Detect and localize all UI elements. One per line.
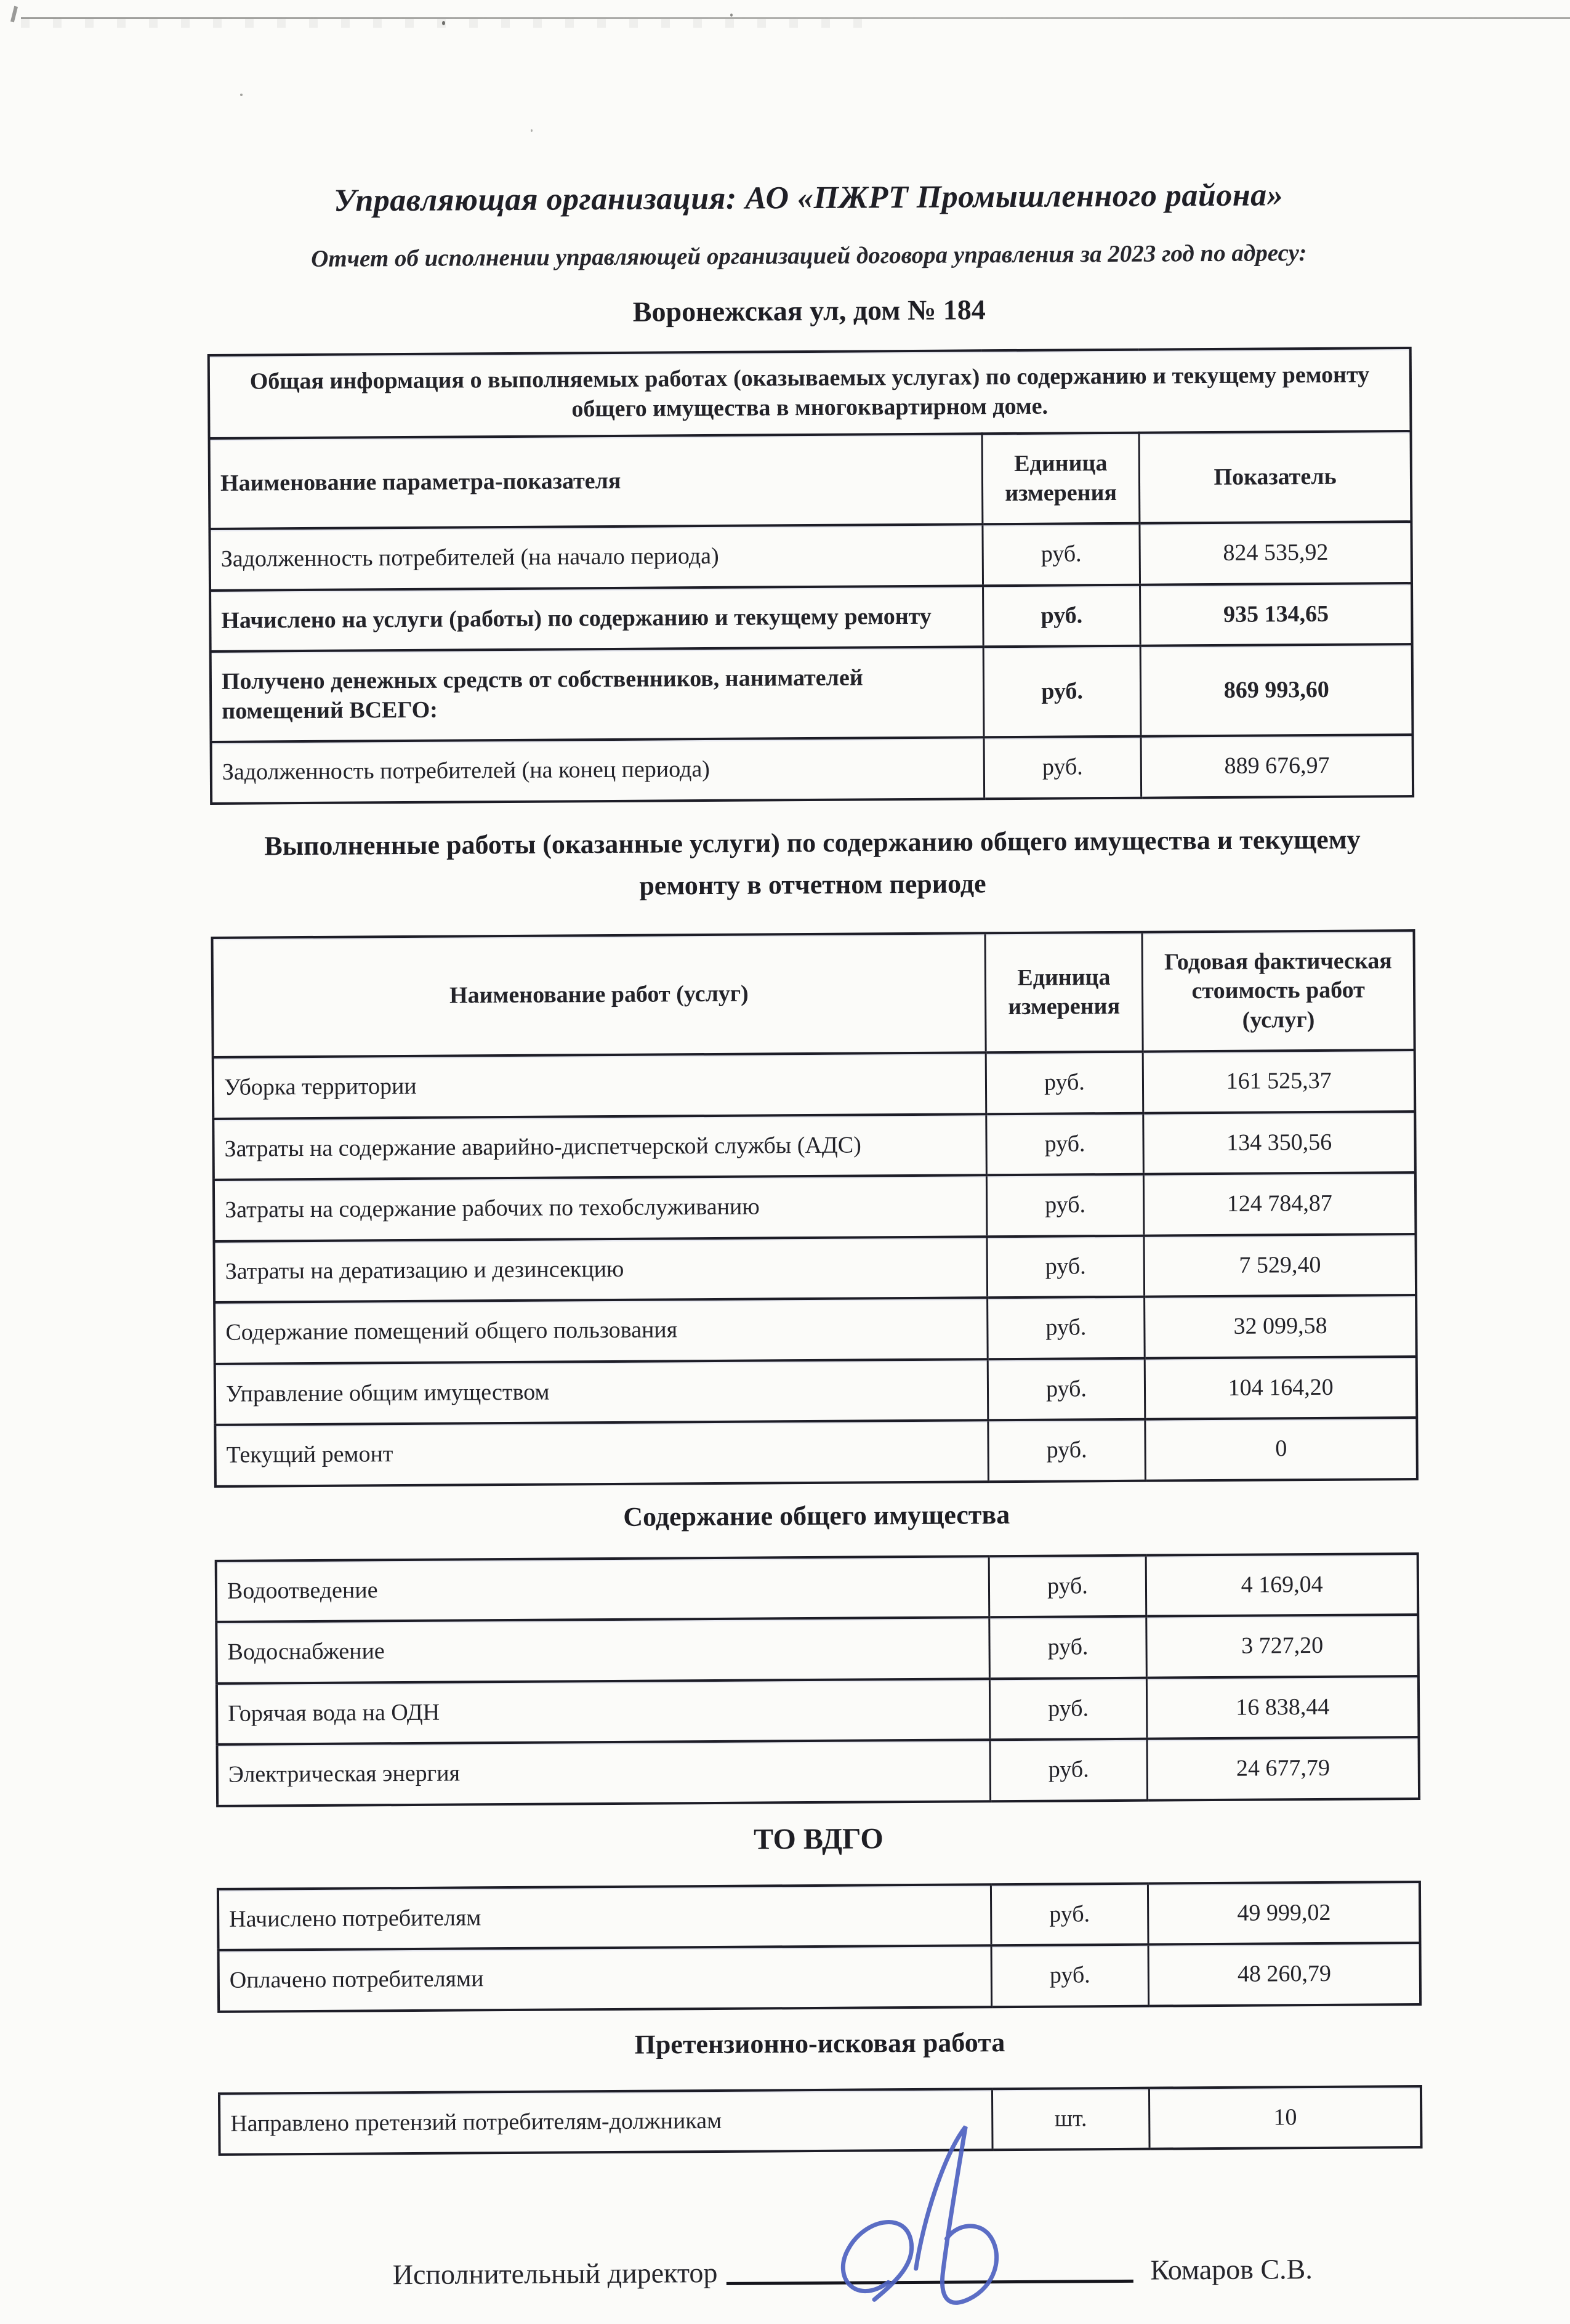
row-unit: руб. [989, 1555, 1146, 1618]
row-value: 0 [1145, 1418, 1417, 1480]
row-unit: руб. [991, 1945, 1149, 2007]
row-name: Водоотведение [216, 1556, 989, 1622]
column-header-unit: Единица измерения [985, 932, 1143, 1053]
row-value: 889 676,97 [1141, 735, 1413, 797]
signature-block [393, 2253, 1313, 2291]
column-header-unit: Единица измерения [982, 433, 1140, 525]
row-unit: руб. [983, 523, 1140, 586]
row-value: 24 677,79 [1147, 1737, 1419, 1800]
row-unit: руб. [990, 1739, 1148, 1801]
table-header-row [212, 930, 1415, 1057]
table-row [217, 1676, 1419, 1745]
row-unit: руб. [986, 1113, 1143, 1176]
table-row [215, 1357, 1417, 1425]
row-unit: руб. [984, 736, 1141, 799]
vdgo-table [217, 1881, 1422, 2013]
table-header-row [209, 431, 1412, 529]
row-name: Затраты на содержание рабочих по техобслуживанию [214, 1176, 987, 1241]
row-name: Затраты на дератизацию и дезинсекцию [214, 1237, 988, 1302]
column-header-parameter: Наименование параметра-показателя [209, 434, 983, 529]
row-value: 161 525,37 [1143, 1050, 1415, 1113]
table-row [216, 1554, 1419, 1622]
row-unit: руб. [989, 1616, 1146, 1679]
table-row [216, 1615, 1419, 1683]
row-value: 10 [1149, 2086, 1422, 2149]
row-value: 7 529,40 [1144, 1234, 1416, 1297]
row-name: Начислено на услуги (работы) по содержанию и текущему ремонту [210, 586, 983, 652]
row-unit: руб. [986, 1052, 1143, 1114]
section-title-vdgo: ТО ВДГО [753, 1822, 884, 1856]
row-value: 124 784,87 [1144, 1172, 1416, 1235]
general-info-table [207, 347, 1414, 804]
table-row [209, 522, 1412, 590]
row-name: Содержание помещений общего пользования [214, 1298, 988, 1364]
address-line: Воронежская ул, дом № 184 [632, 294, 986, 328]
row-name: Управление общим имуществом [215, 1359, 988, 1425]
row-name: Оплачено потребителями [219, 1946, 992, 2012]
scan-artifact-shadow [21, 19, 883, 28]
row-name: Горячая вода на ОДН [217, 1679, 990, 1745]
row-name: Задолженность потребителей (на начало периода) [209, 524, 983, 590]
table-row [214, 1295, 1417, 1363]
row-name: Текущий ремонт [215, 1421, 988, 1487]
row-name: Направлено претензий потребителям-должникам [219, 2089, 992, 2155]
signature-ink [842, 2127, 997, 2304]
page-title: Управляющая организация: АО «ПЖРТ Промышленного района» [333, 177, 1284, 219]
row-value: 3 727,20 [1146, 1615, 1419, 1677]
table-row [213, 1112, 1415, 1180]
row-unit: шт. [992, 2088, 1149, 2150]
table-row [219, 2086, 1422, 2155]
table-row [217, 1737, 1420, 1806]
report-subtitle: Отчет об исполнении управляющей организацией договора управления за 2023 год по адресу: [310, 240, 1307, 272]
section-title-claims: Претензионно-исковая работа [634, 2027, 1005, 2060]
table-row [215, 1418, 1417, 1486]
row-value: 104 164,20 [1145, 1357, 1417, 1419]
row-name: Затраты на содержание аварийно-диспетчерской службы (АДС) [213, 1114, 986, 1180]
row-unit: руб. [983, 584, 1140, 647]
row-unit: руб. [991, 1884, 1148, 1946]
row-value: 4 169,04 [1146, 1554, 1418, 1616]
works-table [211, 929, 1418, 1488]
column-header-work-name: Наименование работ (услуг) [212, 933, 986, 1057]
column-header-indicator: Показатель [1139, 431, 1411, 523]
table-row [214, 1234, 1417, 1302]
row-name: Уборка территории [213, 1053, 986, 1119]
row-value: 869 993,60 [1140, 644, 1412, 736]
section-title-maintenance: Содержание общего имущества [623, 1499, 1010, 1532]
scan-speck [442, 21, 445, 25]
maintenance-table [215, 1552, 1420, 1807]
table-row [218, 1882, 1420, 1950]
report-document [206, 176, 1423, 2292]
signer-name: Комаров С.В. [1150, 2253, 1313, 2286]
column-header-annual-cost: Годовая фактическая стоимость работ (услуг) [1142, 930, 1414, 1052]
general-info-caption: Общая информация о выполняемых работах (оказываемых услугах) по содержанию и текущему ремонту общего имущества в многоквартирном доме. [209, 348, 1411, 438]
table-row [214, 1172, 1416, 1241]
row-name: Начислено потребителям [218, 1884, 991, 1950]
row-value: 824 535,92 [1140, 522, 1412, 584]
row-unit: руб. [986, 1174, 1144, 1237]
table-caption-row [209, 348, 1411, 438]
row-unit: руб. [989, 1678, 1147, 1740]
row-name: Задолженность потребителей (на конец периода) [211, 737, 984, 803]
signature-line [726, 2278, 1133, 2285]
row-value: 49 999,02 [1148, 1882, 1420, 1945]
row-name: Получено денежных средств от собственников, нанимателей помещений ВСЕГО: [211, 647, 984, 742]
row-value: 32 099,58 [1145, 1295, 1417, 1358]
table-row [211, 644, 1413, 742]
row-name: Водоснабжение [216, 1618, 989, 1684]
row-unit: руб. [988, 1419, 1145, 1482]
row-unit: руб. [983, 646, 1141, 738]
row-unit: руб. [987, 1236, 1145, 1298]
table-row [210, 583, 1412, 652]
row-value: 48 260,79 [1148, 1943, 1420, 2006]
scan-speck [531, 129, 533, 132]
row-value: 935 134,65 [1140, 583, 1412, 646]
scan-corner-mark [10, 6, 18, 23]
row-value: 16 838,44 [1147, 1676, 1419, 1739]
scan-speck [240, 94, 243, 96]
table-row [211, 735, 1414, 803]
table-row [213, 1050, 1415, 1118]
row-unit: руб. [987, 1297, 1145, 1359]
section-title-works: Выполненные работы (оказанные услуги) по содержанию общего имущества и текущему ремонту в отчетном периоде [264, 824, 1361, 901]
signer-role-label: Исполнительный директор [392, 2257, 718, 2291]
row-name: Электрическая энергия [217, 1740, 991, 1806]
scan-speck [730, 14, 733, 17]
row-unit: руб. [988, 1358, 1145, 1421]
row-value: 134 350,56 [1143, 1112, 1415, 1174]
table-row [219, 1943, 1421, 2011]
claims-table [218, 2085, 1423, 2156]
